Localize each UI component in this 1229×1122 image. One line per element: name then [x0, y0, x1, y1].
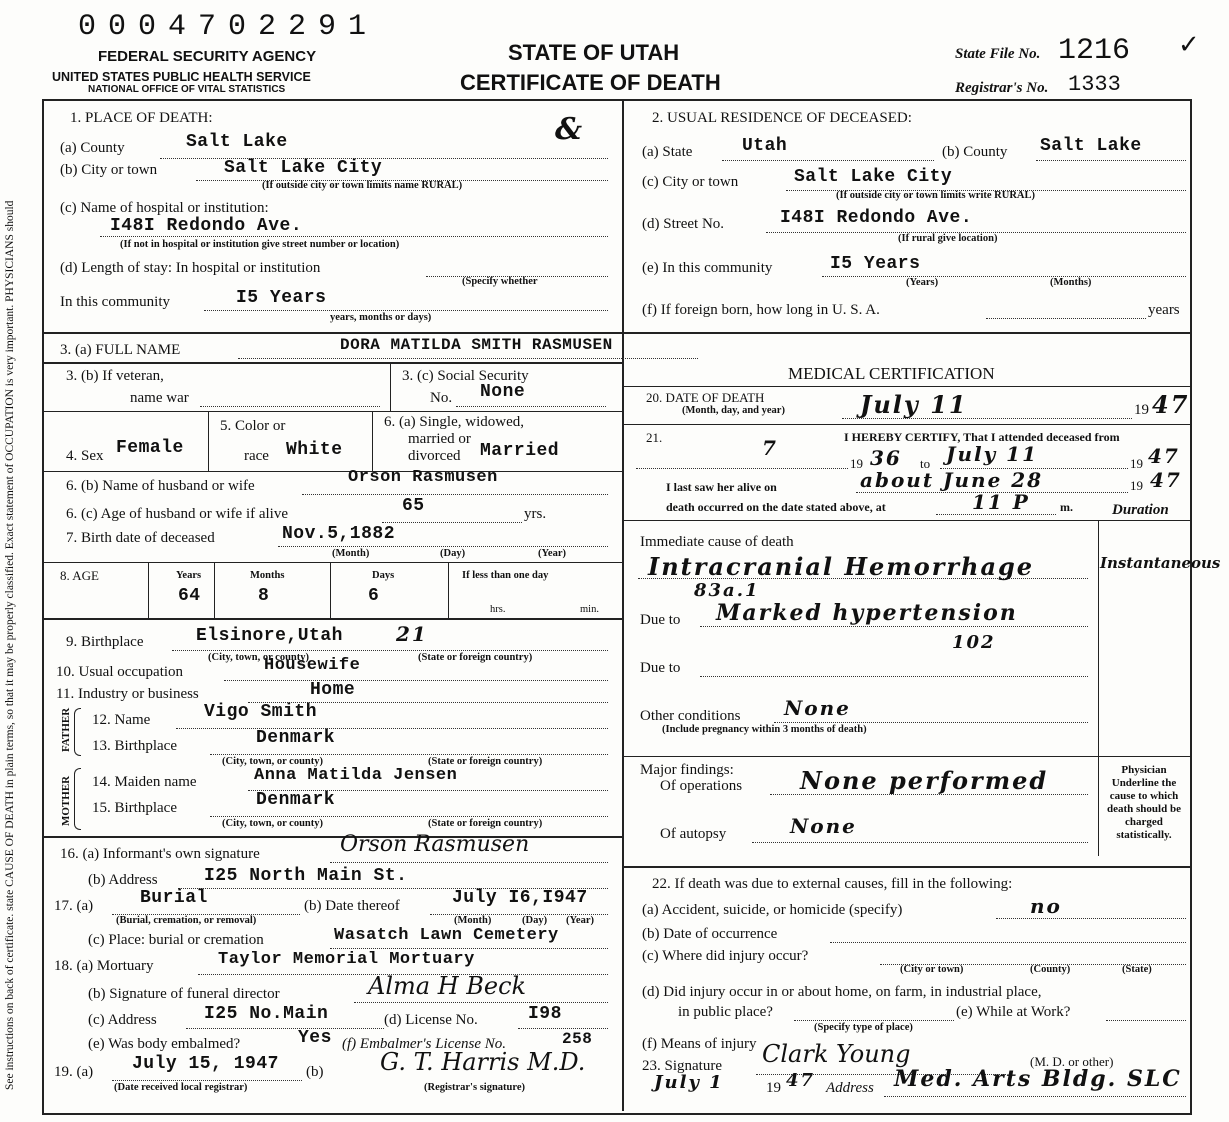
other-conditions-value: None	[784, 696, 851, 720]
means-label: (f) Means of injury	[642, 1036, 757, 1052]
informant-signature: Orson Rasmusen	[340, 832, 530, 857]
certify-from-value: 7	[762, 436, 778, 460]
hrs-label: hrs.	[490, 604, 506, 615]
other-conditions-label: Other conditions	[640, 708, 741, 724]
operations-value: None performed	[800, 766, 1049, 795]
certify-to-year: 47	[1148, 444, 1180, 468]
informant-sig-label: 16. (a) Informant's own signature	[60, 846, 260, 862]
age-months-label: Months	[250, 570, 285, 581]
res-city-label: (c) City or town	[642, 174, 739, 190]
mother-city-note: (City, town, or county)	[222, 818, 324, 829]
license-label: (d) License No.	[384, 1012, 478, 1028]
mortuary-address-label: (c) Address	[88, 1012, 157, 1028]
occurred-m-label: m.	[1060, 500, 1073, 514]
last-saw-label: I last saw her alive on	[666, 480, 777, 494]
certify-to-prefix: 19	[1130, 456, 1143, 471]
marital-label-2: married or	[408, 431, 471, 447]
mortuary-value: Taylor Memorial Mortuary	[218, 950, 475, 969]
autopsy-value: None	[790, 814, 857, 838]
sex-value: Female	[116, 438, 184, 458]
due-to-1-label: Due to	[640, 612, 681, 628]
office-name: NATIONAL OFFICE OF VITAL STATISTICS	[88, 84, 286, 95]
mother-bracket-label: MOTHER	[60, 775, 72, 826]
marital-value: Married	[480, 441, 560, 461]
row-divider-1	[44, 332, 1190, 334]
serial-number: 0004702291	[78, 10, 379, 44]
occupation-label: 10. Usual occupation	[56, 664, 184, 680]
age-label: 8. AGE	[60, 568, 99, 583]
father-birthplace-value: Denmark	[256, 728, 336, 748]
disposition-value: Burial	[140, 888, 208, 908]
signature-date: July 1	[654, 1072, 724, 1093]
age-days-label: Days	[372, 570, 395, 581]
last-saw-year: 47	[1150, 468, 1182, 492]
ss-label: 3. (c) Social Security	[402, 368, 529, 384]
father-bracket-label: FATHER	[60, 707, 72, 752]
registrar-signature: G. T. Harris M.D.	[380, 1048, 586, 1076]
pod-community-value: I5 Years	[236, 288, 327, 308]
birthplace-value: Elsinore,Utah	[196, 626, 343, 646]
pod-city-note: (If outside city or town limits name RURAL)	[262, 180, 463, 191]
res-years-note: (Years)	[906, 277, 939, 288]
burial-place-label: (c) Place: burial or cremation	[88, 932, 264, 948]
pod-hospital-label: (c) Name of hospital or institution:	[60, 200, 269, 216]
death-year-value: 47	[1152, 390, 1190, 419]
veteran-label: 3. (b) If veteran,	[66, 368, 164, 384]
min-label: min.	[580, 604, 599, 615]
received-label: 19. (a)	[54, 1064, 94, 1080]
place-of-death-heading: 1. PLACE OF DEATH:	[70, 110, 213, 126]
major-findings-label: Major findings:	[640, 762, 734, 778]
registrar-sig-label: (b)	[306, 1064, 324, 1080]
ss-value: None	[480, 382, 526, 402]
birthplace-city-note: (City, town, or county)	[208, 652, 310, 663]
last-saw-value: about June 28	[860, 468, 1044, 492]
death-date-label: 20. DATE OF DEATH	[646, 390, 765, 405]
signature-address: Med. Arts Bldg. SLC	[894, 1066, 1182, 1092]
embalmed-value: Yes	[298, 1028, 332, 1048]
res-months-note: (Months)	[1050, 277, 1092, 288]
occurrence-date-label: (b) Date of occurrence	[642, 926, 778, 942]
res-state-value: Utah	[742, 136, 788, 156]
duration-label: Duration	[1112, 502, 1169, 518]
checkmark-icon: ✓	[1178, 30, 1200, 59]
pod-stay-note: (Specify whether	[462, 276, 538, 287]
res-foreign-label: (f) If foreign born, how long in U. S. A.	[642, 302, 880, 318]
res-city-note: (If outside city or town limits write RURAL)	[836, 190, 1035, 201]
state-file-number: 1216	[1058, 34, 1131, 68]
age-years-label: Years	[176, 570, 202, 581]
received-date-value: July 15, 1947	[132, 1054, 279, 1074]
medical-heading: MEDICAL CERTIFICATION	[788, 364, 995, 383]
birthplace-label: 9. Birthplace	[66, 634, 144, 650]
margin-instructions: See instructions on back of certificate. state CAUSE OF DEATH in plain terms, so that it may be properly classified. Exact statement of OCCUPATION is very important. PHYSICIANS should	[4, 200, 16, 1090]
birth-month-note: (Month)	[332, 548, 370, 559]
less-day-label: If less than one day	[462, 570, 549, 581]
father-name-value: Vigo Smith	[204, 702, 318, 722]
pod-hospital-value: I48I Redondo Ave.	[110, 216, 303, 236]
father-city-note: (City, town, or county)	[222, 756, 324, 767]
res-county-label: (b) County	[942, 144, 1008, 160]
birth-year-note: (Year)	[538, 548, 566, 559]
signature-year: 47	[786, 1070, 816, 1091]
signature-address-label: Address	[826, 1080, 874, 1096]
res-county-value: Salt Lake	[1040, 136, 1142, 156]
spouse-value: Orson Rasmusen	[348, 468, 498, 487]
md-note: (M. D. or other)	[1030, 1054, 1114, 1069]
industry-value: Home	[310, 680, 356, 700]
work-label: (e) While at Work?	[956, 1004, 1071, 1020]
state-file-label: State File No.	[955, 46, 1041, 62]
res-community-label: (e) In this community	[642, 260, 773, 276]
birthplace-state-note: (State or foreign country)	[418, 652, 533, 663]
birth-date-label: 7. Birth date of deceased	[66, 530, 215, 546]
mother-state-note: (State or foreign country)	[428, 818, 543, 829]
veteran-sub-label: name war	[130, 390, 189, 406]
res-street-label: (d) Street No.	[642, 216, 725, 232]
mother-bracket	[74, 768, 81, 830]
occurred-time: 11 P	[972, 490, 1030, 514]
death-date-value: July 11	[860, 390, 968, 419]
immediate-cause-value: Intracranial Hemorrhage	[648, 552, 1035, 581]
disposition-note: (Burial, cremation, or removal)	[116, 915, 257, 926]
father-bracket	[74, 708, 81, 756]
pod-city-label: (b) City or town	[60, 162, 158, 178]
burial-day-note: (Day)	[522, 915, 548, 926]
embalmer-value: 258	[562, 1030, 593, 1048]
operations-label: Of operations	[660, 778, 743, 794]
res-street-value: I48I Redondo Ave.	[780, 208, 973, 228]
sex-label: 4. Sex	[66, 448, 104, 464]
where-county-note: (County)	[1030, 964, 1071, 975]
age-years-value: 64	[178, 586, 201, 606]
where-state-note: (State)	[1122, 964, 1152, 975]
burial-year-note: (Year)	[566, 915, 594, 926]
race-value: White	[286, 440, 343, 460]
director-sig-label: (b) Signature of funeral director	[88, 986, 280, 1002]
pod-stay-label: (d) Length of stay: In hospital or institution	[60, 260, 321, 276]
where-injury-label: (c) Where did injury occur?	[642, 948, 809, 964]
informant-address-value: I25 North Main St.	[204, 866, 408, 886]
spouse-age-label: 6. (c) Age of husband or wife if alive	[66, 506, 289, 522]
other-conditions-note: (Include pregnancy within 3 months of death)	[662, 724, 867, 735]
director-signature: Alma H Beck	[368, 972, 527, 1000]
pod-county-value: Salt Lake	[186, 132, 288, 152]
birth-day-note: (Day)	[440, 548, 466, 559]
age-months-value: 8	[258, 586, 270, 606]
registrar-number: 1333	[1068, 72, 1121, 97]
burial-date-label: (b) Date thereof	[304, 898, 400, 914]
burial-month-note: (Month)	[454, 915, 492, 926]
mother-name-label: 14. Maiden name	[92, 774, 197, 790]
external-heading: 22. If death was due to external causes, fill in the following:	[652, 876, 1013, 892]
full-name-label: 3. (a) FULL NAME	[60, 342, 181, 358]
certify-from-year: 36	[870, 446, 902, 470]
mother-birthplace-value: Denmark	[256, 790, 336, 810]
pod-hospital-note: (If not in hospital or institution give street number or location)	[120, 239, 400, 250]
certify-text: I HEREBY CERTIFY, That I attended deceased from	[844, 430, 1120, 444]
father-birthplace-label: 13. Birthplace	[92, 738, 177, 754]
service-name: UNITED STATES PUBLIC HEALTH SERVICE	[52, 70, 311, 84]
certify-to-value: July 11	[946, 442, 1039, 466]
ss-sub-label: No.	[430, 390, 453, 406]
registrar-sig-note: (Registrar's signature)	[424, 1082, 525, 1093]
received-note: (Date received local registrar)	[114, 1082, 248, 1093]
due-to-1-code: 102	[952, 632, 996, 653]
immediate-cause-label: Immediate cause of death	[640, 534, 794, 550]
pod-community-label: In this community	[60, 294, 170, 310]
autopsy-label: Of autopsy	[660, 826, 727, 842]
occupation-value: Housewife	[264, 656, 361, 675]
burial-place-value: Wasatch Lawn Cemetery	[334, 926, 559, 945]
death-date-sub: (Month, day, and year)	[682, 405, 785, 416]
pod-city-value: Salt Lake City	[224, 158, 383, 178]
res-state-label: (a) State	[642, 144, 693, 160]
handwritten-mark: &	[555, 112, 585, 147]
place-type-note: (Specify type of place)	[814, 1022, 913, 1033]
registrar-label: Registrar's No.	[955, 80, 1049, 96]
marital-label-3: divorced	[408, 448, 461, 464]
state-title: STATE OF UTAH	[508, 40, 680, 65]
marital-label-1: 6. (a) Single, widowed,	[384, 414, 524, 430]
certify-to-label: to	[920, 456, 931, 471]
industry-label: 11. Industry or business	[56, 686, 199, 702]
certify-from-prefix: 19	[850, 456, 863, 471]
spouse-label: 6. (b) Name of husband or wife	[66, 478, 255, 494]
mortuary-address-value: I25 No.Main	[204, 1004, 329, 1024]
color-label: 5. Color or	[220, 418, 286, 434]
res-community-value: I5 Years	[830, 254, 921, 274]
certify-number: 21.	[646, 430, 663, 445]
due-to-2-label: Due to	[640, 660, 681, 676]
res-street-note: (If rural give location)	[898, 233, 998, 244]
birthplace-code: 21	[396, 622, 428, 646]
certificate-title: CERTIFICATE OF DEATH	[460, 70, 721, 95]
embalmer-label: (f) Embalmer's License No.	[342, 1036, 507, 1052]
accident-label: (a) Accident, suicide, or homicide (specify)	[642, 902, 903, 918]
agency-name: FEDERAL SECURITY AGENCY	[98, 48, 317, 65]
burial-date-value: July I6,I947	[452, 888, 588, 908]
signature-year-prefix: 19	[766, 1080, 781, 1096]
res-city-value: Salt Lake City	[794, 167, 953, 187]
pod-county-label: (a) County	[60, 140, 125, 156]
full-name-value: DORA MATILDA SMITH RASMUSEN	[340, 336, 613, 354]
father-name-label: 12. Name	[92, 712, 151, 728]
center-divider	[622, 101, 624, 1111]
where-city-note: (City or town)	[900, 964, 964, 975]
last-saw-prefix: 19	[1130, 478, 1143, 493]
public-label: in public place?	[678, 1004, 773, 1020]
mother-birthplace-label: 15. Birthplace	[92, 800, 177, 816]
embalmed-label: (e) Was body embalmed?	[88, 1036, 241, 1052]
father-state-note: (State or foreign country)	[428, 756, 543, 767]
pod-community-note: years, months or days)	[330, 312, 432, 323]
disposition-label: 17. (a)	[54, 898, 94, 914]
residence-heading: 2. USUAL RESIDENCE OF DECEASED:	[652, 110, 912, 126]
birth-date-value: Nov.5,1882	[282, 524, 396, 544]
signature-23-label: 23. Signature	[642, 1058, 722, 1074]
spouse-age-value: 65	[402, 496, 425, 516]
informant-address-label: (b) Address	[88, 872, 158, 888]
res-foreign-unit: years	[1148, 302, 1180, 318]
license-value: I98	[528, 1004, 562, 1024]
physician-signature: Clark Young	[762, 1040, 911, 1068]
accident-value: no	[1030, 894, 1062, 918]
physician-note: Physician Underline the cause to which death should be charged statistically.	[1107, 764, 1181, 841]
age-days-value: 6	[368, 586, 380, 606]
due-to-1-value: Marked hypertension	[716, 600, 1018, 626]
death-year-prefix: 19	[1134, 402, 1149, 418]
spouse-age-unit: yrs.	[524, 506, 547, 522]
duration-value: Instantaneous	[1100, 554, 1221, 572]
mortuary-label: 18. (a) Mortuary	[54, 958, 154, 974]
home-label: (d) Did injury occur in or about home, on farm, in industrial place,	[642, 984, 1042, 1000]
race-label: race	[244, 448, 269, 464]
immediate-cause-code: 83a.1	[694, 580, 760, 601]
mother-name-value: Anna Matilda Jensen	[254, 766, 458, 785]
occurred-label: death occurred on the date stated above, at	[666, 500, 886, 514]
